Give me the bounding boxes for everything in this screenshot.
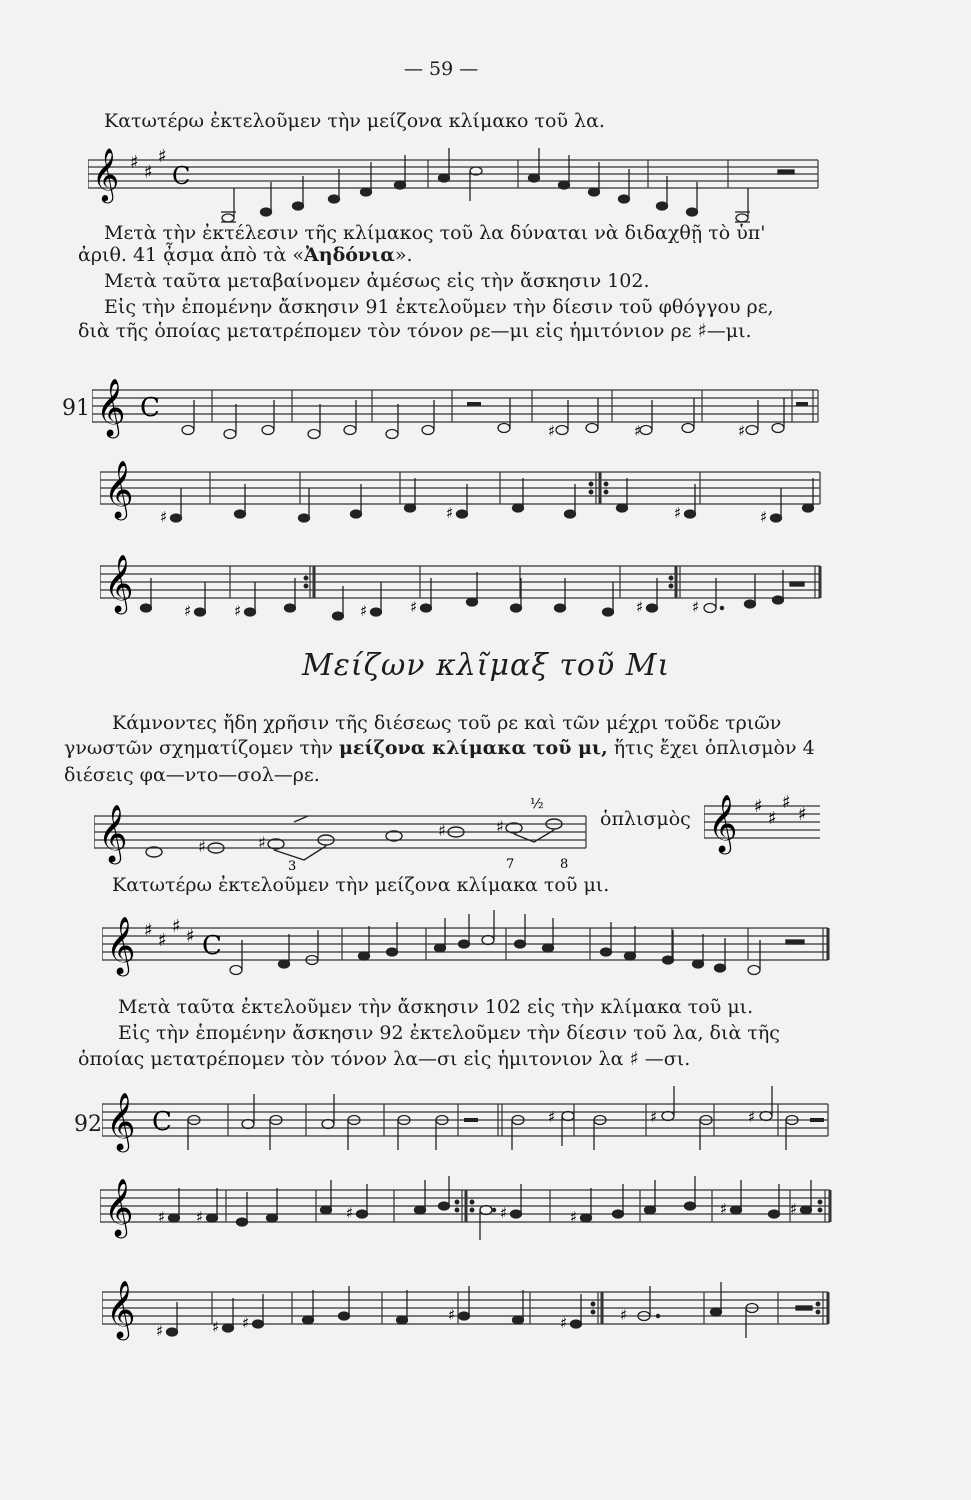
svg-text:♯: ♯ (172, 916, 181, 937)
svg-text:C: C (172, 162, 191, 190)
svg-text:♯: ♯ (212, 1318, 220, 1336)
staff-exercise-91-line3 (100, 552, 824, 632)
svg-text:♯: ♯ (346, 1204, 354, 1222)
para1-line2: ἀριθ. 41 ᾆσμα ἀπὸ τὰ «Ἀηδόνια». (78, 244, 413, 266)
svg-text:♯: ♯ (160, 508, 168, 526)
svg-text:♯: ♯ (234, 602, 242, 620)
staff-e-major-exercise (102, 898, 832, 988)
svg-text:♯: ♯ (570, 1208, 578, 1226)
exercise-92-label: 92 (74, 1112, 102, 1137)
svg-text:♯: ♯ (620, 1306, 628, 1324)
para2-line2: γνωστῶν σχηματίζομεν τὴν μείζονα κλίμακα τοῦ μι, ἥτις ἔχει ὁπλισμὸν 4 (64, 737, 815, 759)
svg-text:♯: ♯ (674, 504, 682, 522)
degree-3: 3 (288, 859, 297, 874)
svg-text:♯: ♯ (754, 796, 763, 817)
para3-line1: Μετὰ ταῦτα ἐκτελοῦμεν τὴν ἄσκησιν 102 εἰς τὴν κλίμακα τοῦ μι. (118, 996, 754, 1018)
svg-text:♯: ♯ (130, 152, 139, 173)
svg-text:♯: ♯ (782, 792, 791, 813)
staff-e-major-scale (94, 786, 594, 876)
svg-text:♯: ♯ (198, 837, 206, 856)
svg-text:C: C (152, 1107, 172, 1137)
section-title: Μείζων κλῖμαξ τοῦ Μι (302, 648, 671, 683)
svg-text:𝄞: 𝄞 (106, 1280, 136, 1338)
svg-text:♯: ♯ (196, 1208, 204, 1226)
svg-text:♯: ♯ (738, 422, 746, 440)
svg-text:♯: ♯ (790, 1200, 798, 1218)
svg-text:♯: ♯ (496, 817, 504, 836)
staff-exercise-92-line2 (100, 1168, 834, 1248)
staff-a-major-scale (88, 140, 828, 230)
svg-text:♯: ♯ (158, 1208, 166, 1226)
svg-text:♯: ♯ (438, 821, 446, 840)
svg-text:♯: ♯ (760, 508, 768, 526)
svg-text:♯: ♯ (636, 598, 644, 616)
svg-text:♯: ♯ (692, 598, 700, 616)
svg-text:♯: ♯ (184, 602, 192, 620)
svg-text:♯: ♯ (548, 1108, 556, 1126)
svg-text:♯: ♯ (768, 808, 777, 829)
svg-text:♯: ♯ (446, 504, 454, 522)
degree-8: 8 (560, 857, 569, 872)
svg-text:♯: ♯ (748, 1108, 756, 1126)
svg-text:♯: ♯ (242, 1314, 250, 1332)
staff-key-signature (704, 786, 824, 856)
svg-text:𝄞: 𝄞 (106, 916, 136, 974)
svg-text:C: C (202, 931, 222, 961)
para1-line5: διὰ τῆς ὁποίας μετατρέπομεν τὸν τόνον ρε—μι εἰς ἡμιτόνιον ρε ♯—μι. (78, 320, 752, 342)
para3-line2: Εἰς τὴν ἑπομένην ἄσκησιν 92 ἐκτελοῦμεν τὴν δίεσιν τοῦ λα, διὰ τῆς (118, 1022, 780, 1044)
para3-line3: ὁποίας μετατρέπομεν τὸν τόνον λα—σι εἰς ἡμιτονιον λα ♯ —σι. (78, 1048, 691, 1070)
intro-line-la: Κατωτέρω ἐκτελοῦμεν τὴν μείζονα κλίμακο τοῦ λα. (104, 110, 605, 132)
key-signature-label: ὁπλισμὸς (600, 808, 691, 830)
svg-text:♯: ♯ (144, 162, 153, 183)
staff-exercise-91-line1 (92, 370, 822, 450)
svg-text:♯: ♯ (798, 804, 807, 825)
svg-text:♯: ♯ (634, 422, 642, 440)
svg-text:♯: ♯ (410, 598, 418, 616)
song-title: Ἀηδόνια (304, 244, 395, 266)
svg-text:♯: ♯ (560, 1314, 568, 1332)
para1-line3: Μετὰ ταῦτα μεταβαίνομεν ἀμέσως εἰς τὴν ἄσκησιν 102. (104, 270, 650, 292)
svg-text:𝄞: 𝄞 (104, 460, 134, 518)
svg-text:𝄞: 𝄞 (106, 1092, 136, 1150)
svg-text:♯: ♯ (360, 602, 368, 620)
svg-text:♯: ♯ (650, 1108, 658, 1126)
svg-text:𝄞: 𝄞 (96, 378, 126, 436)
svg-text:♯: ♯ (158, 930, 167, 951)
staff-exercise-92-line3 (102, 1270, 832, 1350)
para2-line1: Κάμνοντες ἤδη χρῆσιν τῆς διέσεως τοῦ ρε καὶ τῶν μέχρι τοῦδε τριῶν (112, 712, 782, 734)
svg-text:𝄞: 𝄞 (98, 804, 128, 862)
staff-exercise-91-line2 (100, 458, 824, 538)
svg-text:𝄞: 𝄞 (92, 147, 120, 201)
svg-text:♯: ♯ (186, 926, 195, 947)
svg-text:C: C (140, 393, 160, 423)
page-number: — 59 — (404, 58, 479, 80)
svg-text:♯: ♯ (158, 146, 167, 167)
svg-text:𝄞: 𝄞 (104, 554, 134, 612)
exercise-91-label: 91 (62, 396, 90, 421)
para1-line4: Εἰς τὴν ἑπομένην ἄσκησιν 91 ἐκτελοῦμεν τὴν δίεσιν τοῦ φθόγγου ρε, (104, 296, 774, 318)
degree-7: 7 (506, 857, 515, 872)
svg-text:♯: ♯ (144, 920, 153, 941)
svg-text:♯: ♯ (258, 833, 266, 852)
intro-line-mi: Κατωτέρω ἐκτελοῦμεν τὴν μείζονα κλίμακα τοῦ μι. (112, 874, 610, 896)
svg-text:♯: ♯ (548, 422, 556, 440)
svg-text:𝄞: 𝄞 (104, 1178, 134, 1236)
svg-text:♯: ♯ (448, 1306, 456, 1324)
svg-text:♯: ♯ (500, 1204, 508, 1222)
staff-exercise-92-line1 (102, 1082, 832, 1162)
para1-line1: Μετὰ τὴν ἐκτέλεσιν τῆς κλίμακος τοῦ λα δύναται νὰ διδαχθῇ τὸ ὑπ' (104, 222, 766, 244)
svg-text:𝄞: 𝄞 (708, 794, 738, 852)
para2-line3: διέσεις φα—ντο—σολ—ρε. (64, 764, 320, 786)
half-step-mark: ½ (530, 796, 544, 812)
svg-text:♯: ♯ (720, 1200, 728, 1218)
svg-text:♯: ♯ (156, 1322, 164, 1340)
